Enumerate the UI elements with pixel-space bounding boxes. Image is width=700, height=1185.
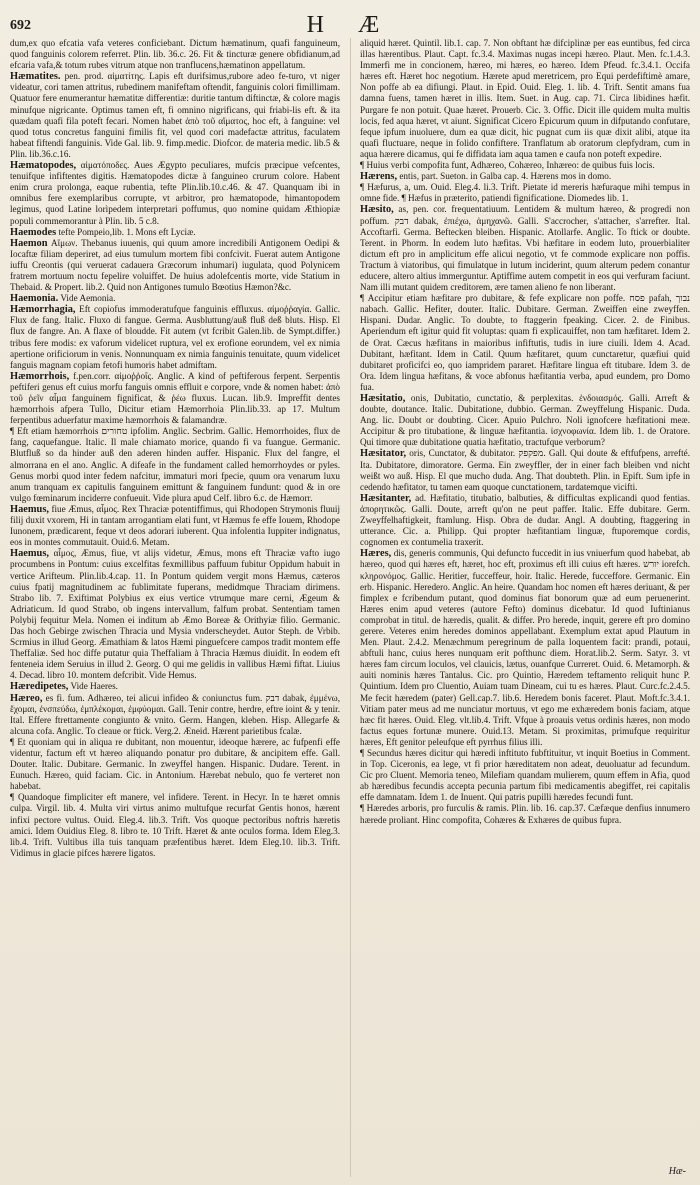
entry-headword: Haemodes bbox=[10, 226, 57, 238]
dictionary-entry bbox=[10, 371, 340, 426]
entry-headword: Haemon bbox=[10, 237, 48, 249]
dictionary-entry bbox=[10, 548, 340, 681]
entry-headword: Hæsitator, bbox=[360, 448, 407, 460]
entry-text: aliquid hæret. Quintil. lib.1. cap. 7. Non obftant hæ difciplinæ per eas euntibus, fed circa illas hærentibus. Plaut. Capt. fc.3.4. Maximas nugas incepi hæreo. Plaut. Men. fc.1.4.3. Immerfi me in concionem, hæreo, mi hæres, eo hæreo. Idem Pfeud. fc.3.4.1. Occifa hæres eft. Hæret hoc negotium. Hærete apud meretricem, pro Equi perdefiftimè amare, Non poffe ab ea difiungi. Plaut. in Epid. Ouid. Eleg. 1. lib. 4. Trift. Sentit amans fua damna fuens, tamen hæret in illis. Item. Suet. in Aug. cap. 71. Circa libidines hæfit. Purgare fe non potuit. Quae hæret. Prouerb. Cic. 3. Offic. Dicit ille quidem multa multis locis, fed aqua hæret, vt aiunt. Significat Cicero Epicurum quum in difputando confutare, feque ipfum inuoluere, dum ea quæ dicit, hic pugnat cum iis quæ dixit alibi, atque ita quafi fluctuare, neque in folido confiftere. Tranflatum ab oratorum clepfydram, cum in aqua hærere dicamus, qui fe diffidata iam aqua tamen e caufa non poteft expedire. bbox=[360, 38, 690, 159]
entry-text: ¶ Eft etiam hæmorrhois טחורים ipfolim. Anglic. Secbrim. Gallic. Hemorrhoides, flux de fang, caquefangue. Italic. Il male chiamato morice, quando fi va fuangue. Germanic. Blutfluß so da hinder auß den aderen hinden auffer. Hispanic. Flux del fangre, el almorrana en el ano. Anglic. A difeafe in the fundament called hemorrhoydes or pyles. Genus morbi quod inter fedem nafcitur, immaturi mori fpecie, quum ora venarum luxu anum tranquam ex capitulis fanguinem emittunt & fanguinem fundunt: quod & in ore vulgo fœminarum inciderre confueuit. Vide plura apud Celf. libro 6.c. de Hæmorr. bbox=[10, 426, 340, 503]
dictionary-entry bbox=[360, 182, 690, 204]
entry-headword: Hæres, bbox=[360, 548, 392, 560]
dictionary-entry bbox=[10, 737, 340, 792]
entry-text: Eft copiofus immoderatufque fanguinis effluxus. αἱμοῤῥαγία. Gallic. Flux de fang. Italic. Fluxo di fangue. Germa. Ausbluttung/auß fluß deß bluts. Hisp. El flux de fangre. An. A flaxe of bloudde. Fit autem (vt fcribit Galen.lib. de Sympt.differ.) tribus fere modis: ex vaforum videlicet ruptura, vel ex erofione eorundem, vel ex nimia apertione orificiorum in venis. Nonnunquam ex nimia fanguinis tenuitate, quum videlicet fanguis magnam copiam fetofi humoris habet admiftam. bbox=[10, 304, 340, 370]
entry-headword: Hæmorrhagia, bbox=[10, 304, 76, 316]
entry-text: ¶ Quandoque fimpliciter eft manere, vel infidere. Terent. in Hecyr. In te hæret omnis culpa. Virgil. lib. 4. Multa viri virtus animo multufque recurfat Gentis honos, hærent infixi pectore vultus. Ouid. Eleg.4. lib.3. Trift. Vos quoque pectoribus noftris hæretis amici. Idem Ouidius Eleg. 8. libro te. 10 Trift. Hæret & ante oculos forma. Idem Eleg.3. lib.4. Trift. Vultibus illa tuis tanquam præfentibus hæret. Idem Eleg.10. lib.3. Trift. Vidimus in glacie pifces hærere ligatos. bbox=[10, 792, 340, 858]
entry-text: f.pen.corr. αἱμοῤῥοΐς. Anglic. A kind of peftiferous ferpent. Serpentis peftiferi genus eft cuius morfu fanguis omnis effluit e corpore, vnde & nomen habet: ἀπὸ τοῦ ῥεῖν αἷμα fanguinem fignificat, & ῥέω fluxus. Lucan. lib.9. Impreffit dentes hæmorrhois afpera Tullo, Dicitur etiam Hæmorrhoia Plin.lib.33. ap 17. Multum ferpentibus aduerfatur maxime hæmorrhois & falamandræ. bbox=[10, 370, 340, 426]
entry-headword: Hæreo, bbox=[10, 692, 43, 704]
dictionary-entry bbox=[360, 171, 690, 182]
entry-text: ¶ Hæredes arboris, pro furculis & ramis. Plin. lib. 16. cap.37. Cæfæque denfius innumero hærede proliant. Hinc compofita, Cohæres & Exhæres de quibus fupra. bbox=[360, 803, 690, 825]
entry-text: ad. Hæfitatio, titubatio, balbuties, & difficultas explicandi quod fentias. ἀπορητικῶς. Galli. Doute, arreft qu'on ne peut paffer. Italic. Effe dubitare. Germ. Zweyffelhaftigkeit, ftamlung. Hisp. Obra de dudar. Angl. A doubting, ftaggering in utterance. Cic. a. Philipp. Qui propter hæfitantiam linguæ, ftuporemque cordis, cognomen ex contumelia traxerit. bbox=[360, 492, 690, 548]
dictionary-entry bbox=[10, 792, 340, 859]
dictionary-entry bbox=[360, 293, 690, 393]
entry-text: αἷμος, Æmus, fiue, vt alijs videtur, Æmus, mons eft Thraciæ vafto iugo procumbens in Pontum: cuius excelfitas fexmillibus paffuum fubitur Oppidum habuit in vertice Arifteum. Plin.lib.4.cap. 11. In Pontum quidem vergit mons Hæmus, cæteros cuius fpatij magnitudinem ac fublimitate fuperans, medidmque Thraciam dirimens. Strabo lib. 7. Exiftimat Polybius ex eius vertice vtrumque mare cerni, Ægeum & Adriaticum. Id quod Strabo, ob ingens intervallum, falfum probat. Sententiam tamen Polybij fequitur Mela. Nomen ei inditum ab Æmo Boreæ & Orithyiæ filio. Germanic. Das hoch Gebirge zwischen Thracia und Mysia vnderscheydet. Autor Steph. de Vrbib. Scrmius in illud Georg. Æmathiam & latos Hæmi pinguefcere campos tradit montem effe Theffaliæ. Sed hoc diffe putatur quia Theffaliam à Thracia Hæmus diuidit. In eodem eft fenteneia idem Seruius in illud 2. Georg. O qui me gelidis in vallibus Hæmi fiftat. Liuius 4. Decad. libro 10. montem defcribit. Vide Hemus. bbox=[10, 548, 340, 681]
dictionary-entry bbox=[360, 38, 690, 160]
entry-text: Vide Aemonia. bbox=[60, 293, 116, 304]
entry-headword: Hæmorrhois, bbox=[10, 370, 70, 382]
left-column bbox=[10, 38, 340, 1177]
dictionary-entry bbox=[10, 238, 340, 293]
entry-text: ¶ Accipitur etiam hæfitare pro dubitare, & fefe explicare non poffe. פסח pafah, נבוך nabach. Gallic. Hefiter, douter. Italic. Dubitare. German. Zweiffen eine zweyffen. Hispani. Dudar. Anglic. To doubte, to ftaggerin fpeaking. Cicer. 2. de Finibus. Aperiendum eft igitur quid fit voluptas: quam fi explicauiffet, non tam hæfitaret. Idem 2. de Orat. Cæcus hæfitans in maioribus infiftutis, tudis in iure ciuili. Idem 4. Acad. Dubitant, hæfitant. Idem in Catil. Quum hæfitaret, quum cunctaretur, quæfiui quid dubitaret proficifci eo, quo iampridem pararet. Hæfitare lingua eft titubare. Idem 3. de Ora. Idem lingua hæfitans, & voce abfonus hæfitantia verba, apud eundem, pro Domo fua. bbox=[360, 293, 690, 392]
dictionary-entry bbox=[360, 493, 690, 548]
entry-headword: Hæsitanter, bbox=[360, 492, 412, 504]
entry-text: ¶ Secundus hæres dicitur qui hæredi inftituto fubftituitur, vt inquit Boetius in Comment. in Top. Ciceronis, ea lege, vt fi prior hæreditatem non adeat, deuoluatur ad fecundum. Cic pro Cluent. Memoria teneo, Milefiam quandam mulierem, quum effem in Afia, quod ab hæredibus fecundis accepta pecunia partum fibi medicamentis abegiffet, rei capitalis effe damnatam. Idem 1. de Inuent. Qui patris pupilli hæredes fecundi funt. bbox=[360, 748, 690, 803]
entry-text: pen. prod. αἱματίτης. Lapis eft durifsimus,rubore adeo fe-turo, vt niger videatur, cori tamen attritus, rubedinem manifeftam oftendit, fanguinis colori fimillimam. Quatuor fere enumerantur hæmatitæ differentiæ: duritie tantum diftinctæ, & colore magis minufque nigricante. Optimus tamen eft, fi omnino nigrificans, qui friabi-lis eft. & ita quædam quafi fila poteft fecari. Nomen habet ἀπὸ τοῦ αἵματος, hoc eft, à fanguine: vel quod totus concretus fanguini fimilis fit, vel quod cori madefactæ attritus, faculatem habeat fiftendi fanguinis. Vide Gal. lib. 9. fimp.medic. Diofcor. de materia medic. lib.5 & Plin. lib.36.c.16. bbox=[10, 71, 340, 159]
entry-text: ¶ Hæfurus, a, um. Ouid. Eleg.4. li.3. Trift. Pietate id mereris hæfuraque mihi tempus in omne fide. ¶ Hæfus in præterito, patiendi fignificatione. Diomedes lib. 1. bbox=[360, 182, 690, 204]
dictionary-entry bbox=[360, 160, 690, 171]
entry-text: αἱματόποδες. Aues Ægypto peculiares, mufcis præcipue vefcentes, tenuifque infiftentes digitis. Hæmatopodes dictæ à fanguineo crurum colore. Habent enim crura prolonga, eaque rubentia, tefte Plin.lib.10.c.46. & 47. Quanquam ibi in omnibus fere exemplaribus corrupte, vt arbitror, pro hæmatopode, himantopodem legimus, quod Latine lorìpedem interpretari poffumus, quo nomine quidam Æthiopiæ populi commemorantur à Plin. lib. 5 c.8. bbox=[10, 160, 340, 226]
column-divider bbox=[350, 38, 351, 1177]
entry-text: fiue Æmus, αἷμος. Rex Thraciæ potentiffimus, qui Rhodopen Strymonis fluuij filij duxit vxorem, Hi in tantam arrogantiam elati funt, vt Hæmus fe effe Iouem, Rhodope Iunonem, prædicarent, feque vt deos adorari iuberent. Qua infolentia Iuppiter indignatus, eos in montes commutauit. Ouid.6. Metam. bbox=[10, 503, 340, 548]
two-column-body bbox=[10, 38, 690, 1177]
catchword: Hæ- bbox=[668, 1166, 686, 1177]
entry-text: as, pen. cor. frequentatiuum. Lentidem & multum hæreo, & progredi non poffum. דבק dabak, ἐπιέχω, ἀμηχανῶ. Galli. S'accrocher, s'attacher, s'arrefter. Ital. Accoftarfi. Germa. Beftecken bleiben. Hispanic. Atollarfe. Anglic. To ftick or doubte. Terent. in Phorm. In eodem luto hæfitas. Vbi hæfitare in eodem luto, prouerbialiter dictum eft pro in amplicitum effe alicui negotio, vt fe commode explicare non poffis. Tractum à viatoribus, qui fimulatque in lutum inciderint, quum alterum pedem conantur educere, altero altius immerguntur. Aptiffime autem competit in eos qui verfuram faciunt. Nam illi mutant quidem creditorem, ære tamen alieno fe non liberant. bbox=[360, 204, 690, 293]
entry-headword: Hæmatites. bbox=[10, 71, 61, 83]
entry-headword: Hæmatopodes, bbox=[10, 160, 77, 172]
entry-headword: Haemus, bbox=[10, 548, 49, 560]
entry-text: ¶ Et quoniam qui in aliqua re dubitant, non mouentur, ideoque hærere, ac fufpenfi effe videntur, factum eft vt hæreo aliquando ponatur pro dubitare, & ancipitem effe. Gall. Douter. Italic. Dubitare. Germanic. In zweyffel hangen. Hispanic. Dudare. Terent. in Eunuch. Hæreo, quid faciam. Cic. in Antonium. Hærebat nebulo, quo fe verteret non habebat. bbox=[10, 736, 340, 792]
entry-text: Αἵμων. Thebanus iuuenis, qui quum amore incredibili Antigonem Oedipi & Iocaftæ filiam deperiret, ad eius tumulum mortem fibi confcivit. Fuerat autem Antigone iuffu Creontis (qui veruerat cadauera Græcorum inhumari) iugulata, quod Polynicem fratrem mortuum noctu fepelire voluiffet. De huius adolefcentis morte, vide Statium in Thebaid. & Propert. lib.2. Quid non Antigones tumulo Bœotius Hæmon?&c. bbox=[10, 237, 340, 293]
dictionary-entry bbox=[360, 393, 690, 448]
entry-text: dis, generis communis, Qui defuncto fuccedit in ius vniuerfum quod habebat, ab hæreo, quod qui hæres eft, hæret, hoc eft, proximus eft illi cuius eft hæres. יורש iorefch. κληρονόμος. Gallic. Heritier, fucceffeur, hoir. Italic. Herede, fucceffore. Germanic. Ein erb. Hispanic. Heredero. Anglic. An heire. Quandam hoc nomen eft hæres deriuant, & per fimplex e fcribendum putant, quod dominus fiat bonorum quæ ad eum peruenerint. Hæres enim apud veteres (autore Fefto) dominus dicebatur. Id quod Iuftinianus comprobat in titul. de hæredis, qualit. & differ. Pro herede, inquit, gerere eft pro domino gerere. Veteres enim heredes dominos appellabant. Exemplum extat apud Plautum in Men. Plaut. 2.4.2. Menæchmum peregrinum de palla loquentem facit: prandi, potaui, abftuli hanc, cuius heres nunquam erit pofthunc diem. Horat.lib.2. Serm. Satyr. 3. vt hæres fam circum loculos, vel clauicis, lætus, ouanfque Curreret. Ouid. 6. Metamorph. & auiti nominis hæres Tantalus. Cic. pro Quintio, Hæredem teftamento reliquit hunc P. Quintium. Idem pro Cluentio, Auiam tuam Dineam, cui tu es hæres. Plaut. Curc.fc.2.4.5. Me fecit hæredem (pater) Gell.cap.7. lib.6. Heredem bonis faceret. Plaut. Moft.fc.3.4.1. Vitiam pater meus ad me nunciatur mortuus, vt ego me exhæredem bonis faciam, atque hæc fit hæres. Ouid. Eleg. vlt.lib.4. Trift. Vfque à proauis vetus ordinis hæres, non modo factus eques fortunæ munere. Ouid.13. Metam. Si proximitas, primufque requiritur hæres, Eft genitor peleufque eft pyrrhus filius illi. bbox=[360, 548, 690, 747]
dictionary-entry bbox=[10, 71, 340, 160]
dictionary-entry bbox=[10, 304, 340, 371]
running-head: H Æ bbox=[306, 12, 394, 38]
dictionary-entry bbox=[10, 504, 340, 548]
dictionary-entry bbox=[360, 748, 690, 803]
dictionary-entry bbox=[360, 803, 690, 825]
entry-text: oris, Cunctator, & dubitator. מפקפק. Gall. Qui doute & eftfufpens, arrefté. Ita. Dubitatore, dimoratore. Germa. Ein zweyffler, der in einer fach bleiben vnd nicht weißt wo auß. Hisp. El que mucho duda. Ang. That doubteth. Plin. in Epift. Sum ipfe in cedendo hæfitator, tu tamen eam quoque cunctationem, tardatemque vicifti. bbox=[360, 448, 690, 492]
dictionary-entry bbox=[10, 38, 340, 71]
entry-headword: Hæredipetes, bbox=[10, 681, 69, 693]
dictionary-entry bbox=[360, 548, 690, 748]
entry-text: ¶ Huius verbi compofita funt, Adhæreo, Cohæreo, Inhæreo: de quibus fuis locis. bbox=[360, 160, 655, 171]
entry-headword: Haemus, bbox=[10, 503, 49, 515]
entry-text: entis, part. Sueton. in Galba cap. 4. Hærens mos in domo. bbox=[399, 171, 612, 182]
dictionary-entry bbox=[360, 204, 690, 293]
entry-text: onis, Dubitatio, cunctatio, & perplexitas. ἐνδοιασμός. Galli. Arreft & doubte, doutance. Italic. Dubitatione, dubbio. German. Zweyffelung Hispanic. Duda. Ang. lic. Doubt or doubting. Cicer. Apuio Pulchro. Noli ignofcere hæfitationi meæ. Accipitur & pro titubatione, & linguæ hæfitantia. ἰσχνοφωνία. Idem lib. 1. de Oratore. Qui timore quæ dubitatione quatia hæfitatio, tractufque verborum? bbox=[360, 393, 690, 448]
entry-text: Vide Haeres. bbox=[70, 681, 118, 692]
dictionary-entry bbox=[10, 160, 340, 227]
entry-headword: Haemonia. bbox=[10, 293, 59, 305]
entry-headword: Hæsitatio, bbox=[360, 393, 406, 404]
right-column bbox=[360, 38, 690, 1177]
page-number: 692 bbox=[10, 18, 31, 33]
dictionary-entry bbox=[10, 681, 340, 692]
entry-text: dum,ex quo efcatia vafa veteres conficiebant. Dictum hæmatinum, quafi fanguineum, quod fanguinis colorem referret. Plin. lib. 36.c. 26. Fit & tincturæ genere obfidianum,ad efcaria vafa,& totum rubes vitrum atque non tranflucens,hæmatinon appellatum. bbox=[10, 38, 340, 71]
dictionary-entry bbox=[10, 693, 340, 737]
dictionary-entry bbox=[10, 227, 340, 238]
entry-headword: Hæsito, bbox=[360, 204, 394, 216]
entry-text: tefte Pompeio,lib. 1. Mons eft Lyciæ. bbox=[58, 226, 196, 237]
entry-text: es fi. fum. Adhæreo, tei alicui infideo & coniunctus fum. דבק dabak, ἐμμένω, ἔχομαι, ἐνσπεύδω, ἐμπλέκομαι, ἐμφύομαι. Gall. Tenir contre, herdre, eftre ioint & y tenir. Ital. Effere ftrettamente congiunto & vnito. Germ. Hangen, kleben. Hisp. Allegarfe & alcuna cofa. Anglic. To cleaue or ftick. Verg.2. Æneid. Hærent parietibus fcalæ. bbox=[10, 692, 340, 736]
dictionary-entry bbox=[360, 448, 690, 492]
dictionary-entry bbox=[10, 426, 340, 504]
dictionary-entry bbox=[10, 293, 340, 304]
entry-headword: Hærens, bbox=[360, 171, 398, 183]
